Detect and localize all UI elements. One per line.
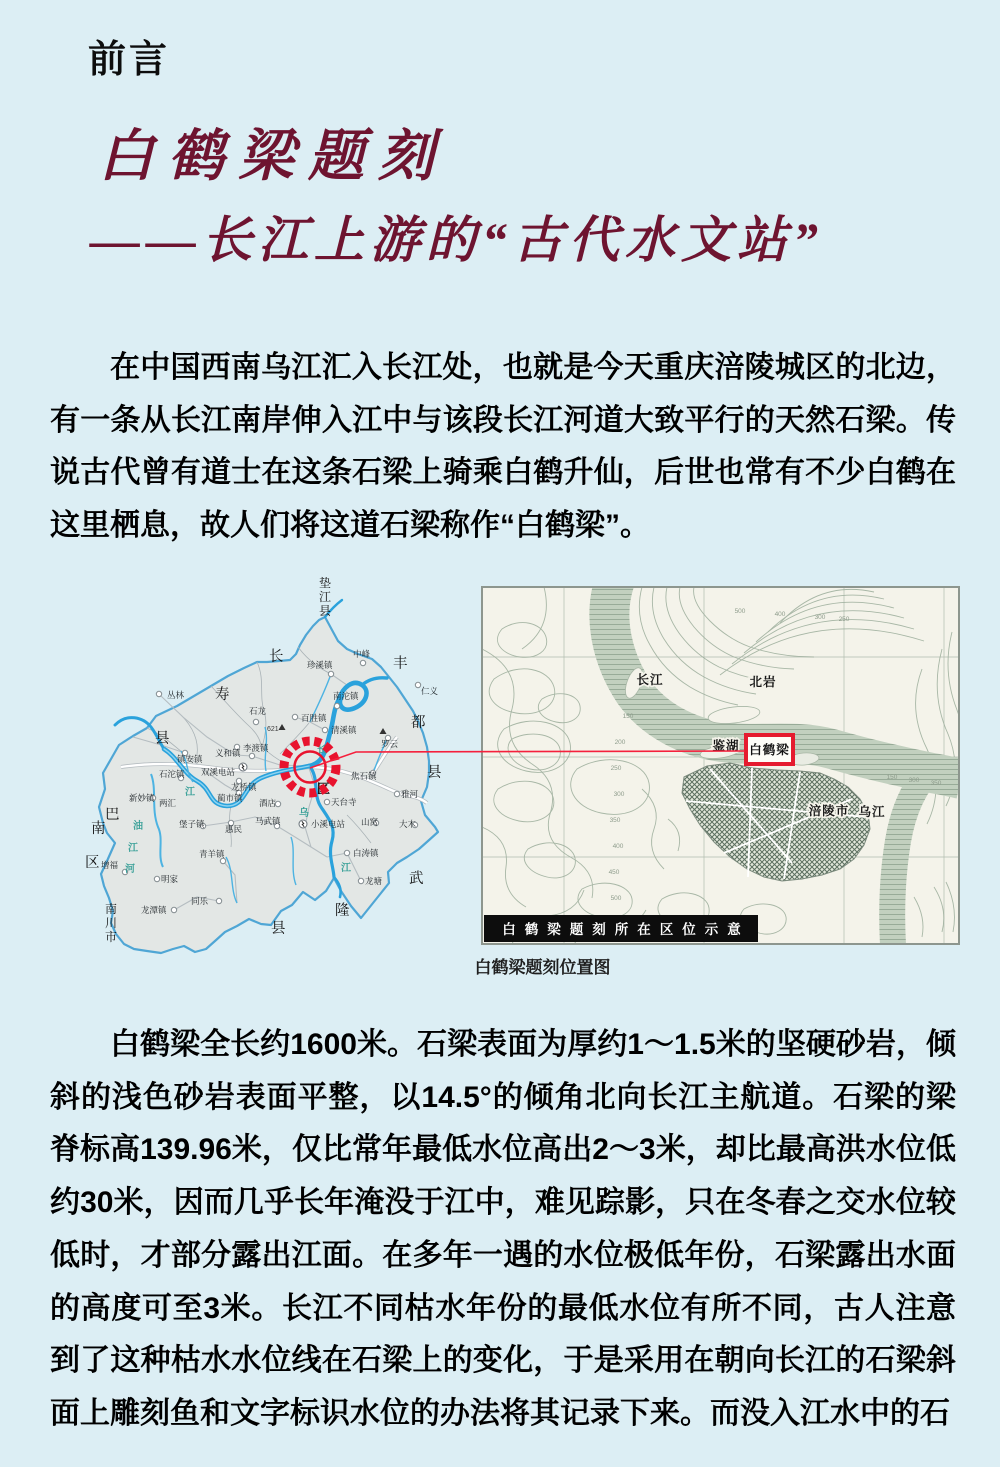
county-label: 南: [105, 902, 118, 916]
town-dot: [156, 691, 161, 696]
town-dot: [220, 858, 225, 863]
topo-location-map: [481, 586, 960, 945]
town-label: 镇安镇: [177, 754, 203, 764]
town-dot: [275, 801, 280, 806]
county-label: 巴: [105, 807, 120, 823]
town-label: 堡子镇: [179, 819, 205, 829]
elevation-label: 400: [774, 611, 786, 618]
river-label: 长: [317, 745, 327, 756]
page-title: 白鹤梁题刻: [98, 126, 448, 188]
town-label: 百胜镇: [301, 713, 327, 723]
preface-heading: 前言: [88, 39, 171, 81]
county-label: 南: [91, 821, 106, 837]
place-label: 乌江: [858, 805, 886, 819]
place-label: 北岩: [749, 675, 777, 689]
elevation-label: 500: [734, 608, 746, 615]
town-label: 罗云: [381, 739, 399, 749]
county-label: 县: [155, 731, 170, 747]
town-label: 明家: [161, 874, 179, 884]
town-label: 丛林: [167, 690, 185, 700]
town-label: 新妙镇: [129, 793, 155, 803]
town-label: 同乐: [191, 896, 209, 906]
town-label: 双溪电站: [201, 767, 236, 777]
town-label: 小溪电站: [311, 819, 346, 829]
place-label: 涪陵市: [808, 804, 850, 818]
elevation-label: 350: [930, 780, 942, 787]
town-dot: [360, 660, 365, 665]
town-dot: [328, 671, 333, 676]
page-subtitle: ——长江上游的“古代水文站”: [90, 212, 824, 268]
town-label: 蔺市镇: [217, 793, 243, 803]
town-label: 龙桥镇: [231, 782, 257, 792]
baiheliang-highlight-box: [746, 735, 793, 764]
town-label: 清溪镇: [331, 725, 357, 735]
county-label: 县: [427, 765, 442, 781]
town-label: 青羊镇: [199, 849, 225, 859]
town-label: 焦石镇: [351, 771, 377, 781]
county-label: 寿: [215, 687, 230, 703]
river-label: 江: [341, 863, 351, 874]
river-label: 江: [185, 787, 195, 798]
town-dot: [358, 878, 363, 883]
town-label: 南沱镇: [333, 691, 359, 701]
town-dot: [322, 727, 327, 732]
town-dot: [253, 719, 258, 724]
elevation-label: 250: [610, 765, 622, 772]
elevation-label: 300: [814, 614, 826, 621]
elevation-label: 400: [612, 843, 624, 850]
map-banner: [484, 915, 758, 942]
county-label: 县: [271, 921, 286, 937]
county-label: 武: [409, 871, 424, 887]
town-label: 惠民: [225, 824, 243, 834]
town-label: 白涛镇: [353, 848, 379, 858]
elevation-label: 150: [622, 713, 634, 720]
county-label: 区: [85, 855, 100, 871]
town-label: 中峰: [353, 649, 371, 659]
county-label: 丰: [393, 656, 408, 672]
town-label: 酒店: [259, 798, 277, 808]
town-dot: [154, 876, 159, 881]
town-dot: [394, 791, 399, 796]
town-label: 雅河: [401, 789, 419, 799]
county-label: 长: [269, 649, 284, 665]
town-label: 石沱镇: [159, 769, 185, 779]
river-label: 江: [128, 843, 138, 854]
town-dot: [415, 682, 420, 687]
county-label: 都: [411, 715, 426, 731]
town-dot: [334, 703, 339, 708]
elevation-label: 150: [886, 774, 898, 781]
place-label: 鉴湖: [712, 739, 740, 753]
baiheliang-label: 白鹤梁: [749, 743, 790, 757]
county-label: 市: [105, 930, 118, 944]
elevation-label: 300: [613, 791, 625, 798]
town-label: 龙塘: [365, 876, 383, 886]
elevation-label: 250: [838, 616, 850, 623]
town-dot: [171, 907, 176, 912]
location-figure: [0, 575, 1000, 980]
county-label: 垫: [319, 576, 332, 590]
town-label: 天台寺: [331, 797, 357, 807]
elevation-label: 350: [609, 817, 621, 824]
county-label: 621: [267, 726, 279, 733]
county-label: 区: [317, 781, 331, 796]
town-label: 两汇: [159, 798, 177, 808]
town-dot: [216, 898, 221, 903]
county-label: 隆: [335, 903, 350, 919]
elevation-label: 500: [610, 895, 622, 902]
place-label: 长江: [636, 673, 664, 687]
town-label: 山窝: [361, 817, 379, 827]
town-dot: [249, 753, 254, 758]
elevation-label: 300: [908, 777, 920, 784]
paragraph-intro: 在中国西南乌江汇入长江处，也就是今天重庆涪陵城区的北边，有一条从长江南岸伸入江中与该段长江河道大致平行的天然石梁。传说古代曾有道士在这条石梁上骑乘白鹤升仙，后世也常有不少白鹤在这里栖息，故人们将这道石梁称作“白鹤梁”。: [50, 351, 956, 543]
paragraph-description: 白鹤梁全长约1600米。石梁表面为厚约1～1.5米的坚硬砂岩，倾斜的浅色砂岩表面平整，以14.5°的倾角北向长江主航道。石梁的梁脊标高139.96米，仅比常年最低水位高出2～3米，却比最高洪水位低约30米，因而几乎长年淹没于江中，难见踪影，只在冬春之交水位较低时，才部分露出江面。在多年一遇的水位极低年份，石梁露出水面的高度可至3米。长江不同枯水年份的最低水位有所不同，古人注意到了这种枯水水位线在石梁上的变化，于是采用在朝向长江的石梁斜面上雕刻鱼和文字标识水位的办法将其记录下来。而没入江水中的石: [50, 1028, 956, 1430]
town-dot: [344, 850, 349, 855]
county-boundary: [99, 617, 438, 953]
map-banner-text: 白鹤梁题刻所在区位示意: [502, 922, 750, 937]
county-label: 川: [105, 916, 118, 930]
town-dot: [292, 714, 297, 719]
figure-caption: 白鹤梁题刻位置图: [474, 958, 611, 977]
town-label: 珍溪镇: [307, 660, 333, 670]
river-label: 油: [133, 821, 143, 832]
elevation-label: 200: [614, 739, 626, 746]
town-dot: [324, 799, 329, 804]
town-label: 李渡镇: [243, 743, 269, 753]
town-label: 大木: [399, 819, 417, 829]
town-label: 龙潭镇: [141, 905, 167, 915]
county-label: 江: [319, 590, 332, 604]
town-label: 义和镇: [215, 748, 241, 758]
river-label: 河: [125, 864, 135, 875]
town-label: 增福: [101, 860, 119, 870]
river-label: 乌: [299, 808, 309, 819]
town-label: 石龙: [249, 706, 267, 716]
town-label: 马武镇: [255, 816, 281, 826]
county-label: 县: [319, 604, 332, 618]
elevation-label: 450: [608, 869, 620, 876]
fuling-county-map: [85, 575, 475, 965]
town-label: 仁义: [421, 686, 439, 696]
